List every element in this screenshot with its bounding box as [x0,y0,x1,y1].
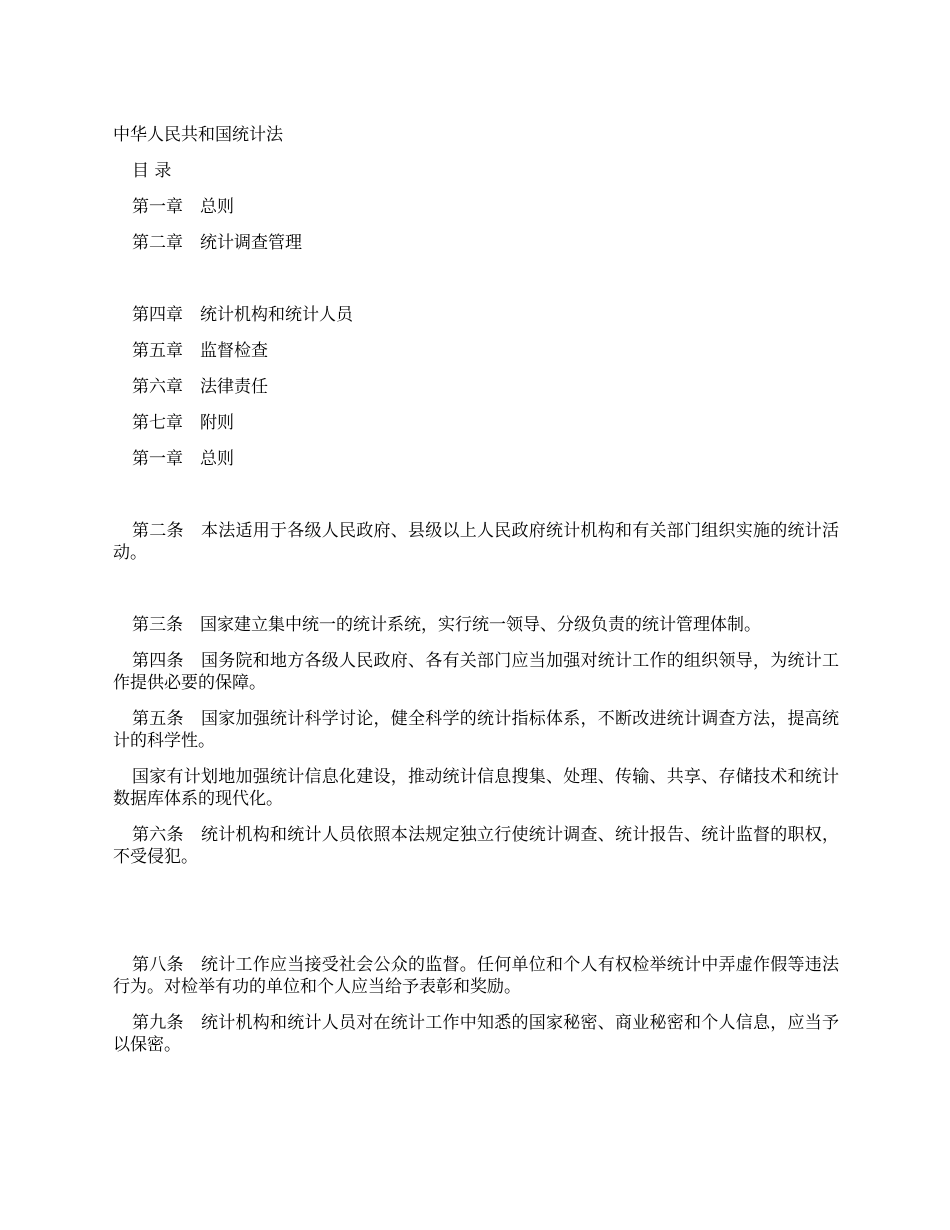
toc-item-chapter-6: 第六章 法律责任 [132,377,268,397]
toc-item-chapter-7: 第七章 附则 [132,413,234,433]
toc-item-chapter-2: 第二章 统计调查管理 [132,233,302,253]
article-8: 第八条 统计工作应当接受社会公众的监督。任何单位和个人有权检举统计中弄虚作假等违法行为。对检举有功的单位和个人应当给予表彰和奖励。 [113,955,839,997]
toc-item-chapter-1: 第一章 总则 [132,197,234,217]
toc-item-chapter-4: 第四章 统计机构和统计人员 [132,305,353,325]
document-title: 中华人民共和国统计法 [113,125,283,145]
toc-item-chapter-5: 第五章 监督检查 [132,341,268,361]
article-3: 第三条 国家建立集中统一的统计系统，实行统一领导、分级负责的统计管理体制。 [132,615,761,635]
document-page [113,124,839,1070]
toc-heading: 目 录 [132,161,172,181]
spacer [113,882,839,954]
chapter-heading: 第一章 总则 [132,449,234,469]
article-5: 第五条 国家加强统计科学讨论，健全科学的统计指标体系，不断改进统计调查方法，提高统计的科学性。 [113,709,839,751]
article-6: 第六条 统计机构和统计人员依照本法规定独立行使统计调查、统计报告、统计监督的职权，不受侵犯。 [113,825,839,867]
article-2: 第二条 本法适用于各级人民政府、县级以上人民政府统计机构和有关部门组织实施的统计活动。 [113,521,839,563]
article-4: 第四条 国务院和地方各级人民政府、各有关部门应当加强对统计工作的组织领导，为统计工作提供必要的保障。 [113,651,839,693]
spacer [113,484,839,520]
spacer [113,578,839,614]
article-9: 第九条 统计机构和统计人员对在统计工作中知悉的国家秘密、商业秘密和个人信息，应当予以保密。 [113,1013,839,1055]
spacer [113,268,839,304]
article-5-paragraph-2: 国家有计划地加强统计信息化建设，推动统计信息搜集、处理、传输、共享、存储技术和统计数据库体系的现代化。 [113,767,839,809]
